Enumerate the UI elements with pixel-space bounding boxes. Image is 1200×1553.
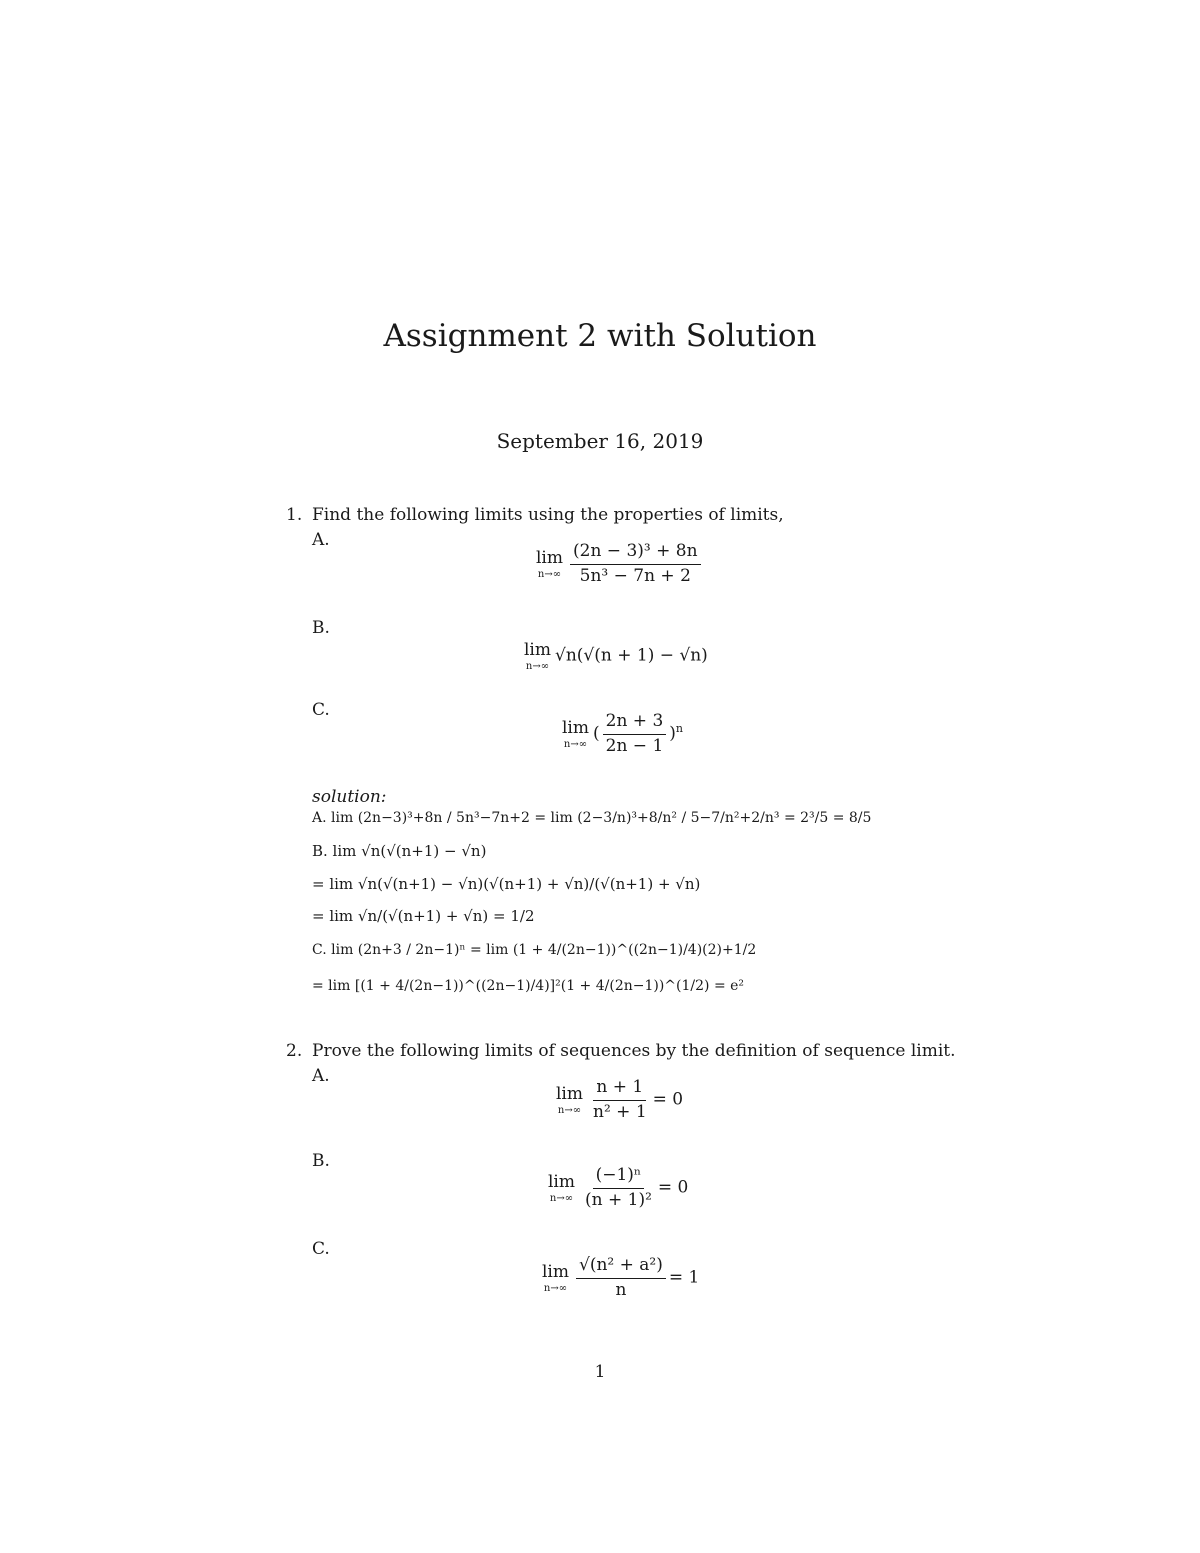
fraction: $\frac{\text{√(n² + a²)}}{n}$	[576, 1256, 666, 1300]
q2-label-a: A.	[312, 1066, 330, 1086]
solution-a: A. lim (2n−3)³+8n / 5n³−7n+2 = lim (2−3/n)³+8/n² / 5−7/n²+2/n³ = 2³/5 = 8/5	[312, 810, 872, 826]
q2-label-c: C.	[312, 1239, 330, 1259]
q2-c-formula: lim n→∞ $\frac{\text{√(n² + a²)}}{n}$ = 1	[542, 1255, 700, 1300]
q1-prompt: Find the following limits using the properties of limits,	[312, 505, 784, 525]
q2-number: 2.	[286, 1041, 303, 1061]
expression: √n(√(n + 1) − √n)	[555, 645, 708, 666]
fraction: $\frac{2n + 3}{2n - 1}$	[603, 712, 667, 756]
q2-b-formula: lim n→∞ $\frac{\text{(−1)ⁿ}}{\text{(n + 1)²}}$ = 0	[548, 1165, 689, 1210]
limit-operator: lim n→∞	[536, 548, 563, 581]
page-number: 1	[594, 1362, 606, 1382]
document-title: Assignment 2 with Solution	[383, 318, 817, 354]
q2-a-formula: lim n→∞ $\frac{n + 1}{\text{n² + 1}}$ = 0	[556, 1077, 684, 1122]
solution-b-line2: = lim √n(√(n+1) − √n)(√(n+1) + √n)/(√(n+1) + √n)	[312, 875, 701, 893]
q1-label-b: B.	[312, 618, 330, 638]
solution-heading: solution:	[312, 787, 387, 807]
limit-operator: lim n→∞	[524, 640, 551, 672]
fraction: $\frac{n + 1}{\text{n² + 1}}$	[593, 1077, 647, 1122]
q1-label-a: A.	[312, 530, 330, 550]
q2-label-b: B.	[312, 1151, 330, 1171]
limit-operator: lim n→∞	[556, 1084, 583, 1117]
q1-b-formula	[524, 640, 708, 672]
limit-operator: lim n→∞	[562, 718, 589, 751]
q1-c-formula: lim n→∞ ( $\frac{2n + 3}{2n - 1}$ )$^n$	[562, 711, 684, 756]
q1-label-c: C.	[312, 700, 330, 720]
solution-c-line2: = lim [(1 + 4/(2n−1))^((2n−1)/4)]²(1 + 4/(2n−1))^(1/2) = e²	[312, 978, 745, 994]
fraction: $\frac{\text{(−1)ⁿ}}{\text{(n + 1)²}}$	[585, 1165, 652, 1210]
q2-prompt: Prove the following limits of sequences by the definition of sequence limit.	[312, 1041, 956, 1061]
solution-b-line3: = lim √n/(√(n+1) + √n) = 1/2	[312, 907, 535, 925]
limit-operator: lim n→∞	[548, 1172, 575, 1205]
fraction: $\frac{\text{(2n − 3)³ + 8n}}{\text{5n³ − 7n + 2}}$	[570, 542, 701, 586]
solution-b-line1: B. lim √n(√(n+1) − √n)	[312, 842, 487, 860]
document-date: September 16, 2019	[496, 429, 704, 453]
limit-operator: lim n→∞	[542, 1262, 569, 1295]
q1-a-formula	[536, 542, 704, 586]
q1-number: 1.	[286, 505, 303, 525]
solution-c-line1: C. lim (2n+3 / 2n−1)ⁿ = lim (1 + 4/(2n−1))^((2n−1)/4)(2)+1/2	[312, 942, 757, 958]
